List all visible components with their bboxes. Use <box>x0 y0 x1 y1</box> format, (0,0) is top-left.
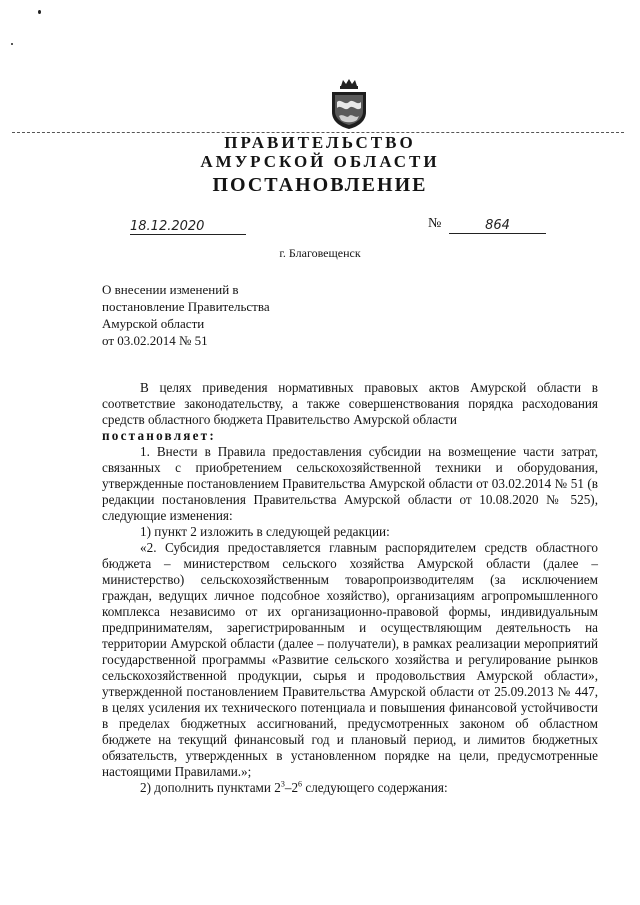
subject-line: Амурской области <box>102 316 205 331</box>
decree-number: 864 <box>449 218 546 234</box>
coat-of-arms-emblem <box>329 78 369 130</box>
sub-item-2-dash: –2 <box>284 780 299 795</box>
decree-subject <box>102 281 270 349</box>
number-label: № <box>428 216 442 231</box>
scan-speck <box>11 43 13 45</box>
resolves-word: постановляет: <box>102 428 216 443</box>
decree-body <box>102 380 598 796</box>
sup-a: 3 <box>280 779 285 789</box>
government-title-line1: ПРАВИТЕЛЬСТВО <box>224 133 416 152</box>
subject-line: О внесении изменений в <box>102 282 239 297</box>
sup-b: 6 <box>298 779 303 789</box>
sub-item-2-suffix: следующего содержания: <box>302 780 448 795</box>
sub-item-2 <box>102 780 598 796</box>
subject-line: от 03.02.2014 № 51 <box>102 333 208 348</box>
decree-date: 18.12.2020 <box>130 219 246 235</box>
city-line: г. Благовещенск <box>279 246 361 260</box>
document-type-title: ПОСТАНОВЛЕНИЕ <box>212 174 428 196</box>
sub-item-2-prefix: 2) дополнить пунктами 2 <box>140 780 281 795</box>
intro-paragraph: В целях приведения нормативных правовых актов Амурской области в соответствие законодательству, а также совершенствования порядка расходования средств областного бюджета Правительство Амурской области <box>102 380 598 427</box>
quoted-paragraph-2: «2. Субсидия предоставляется главным распорядителем средств областного бюджета – министерством сельского хозяйства Амурской области (далее – министерство) сельскохозяйственным товаропроизводителям (за исключением граждан, ведущих личное подсобное хозяйство), организациям агропромышленного комплекса независимо от их организационно-правовой формы, индивидуальным предпринимателям, зарегистрированным и осуществляющим деятельность на территории Амурской области (далее – получатели), в рамках реализации мероприятий государственной программы «Развитие сельского хозяйства и регулирование рынков сельскохозяйственной продукции, сырья и продовольствия Амурской области», утвержденной постановлением Правительства Амурской области от 25.09.2013 № 447, в целях усиления их технического потенциала и повышения финансовой устойчивости в пределах бюджетных ассигнований, предусмотренных законом об областном бюджете на текущий финансовый год и плановый период, и лимитов бюджетных обязательств, утвержденных в установленном порядке на цели, предусмотренные настоящими Правилами.»; <box>102 540 598 779</box>
sub-item-1: 1) пункт 2 изложить в следующей редакции: <box>140 524 390 539</box>
item-1-paragraph: 1. Внести в Правила предоставления субсидии на возмещение части затрат, связанных с приобретением сельскохозяйственной техники и оборудования, утвержденные постановлением Правительства Амурской области от 03.02.2014 № 51 (в редакции постановления Правительства Амурской области от 10.08.2020 № 525), следующие изменения: <box>102 444 598 523</box>
subject-line: постановление Правительства <box>102 299 270 314</box>
government-title-line2: АМУРСКОЙ ОБЛАСТИ <box>200 152 440 171</box>
scan-speck <box>38 10 41 14</box>
